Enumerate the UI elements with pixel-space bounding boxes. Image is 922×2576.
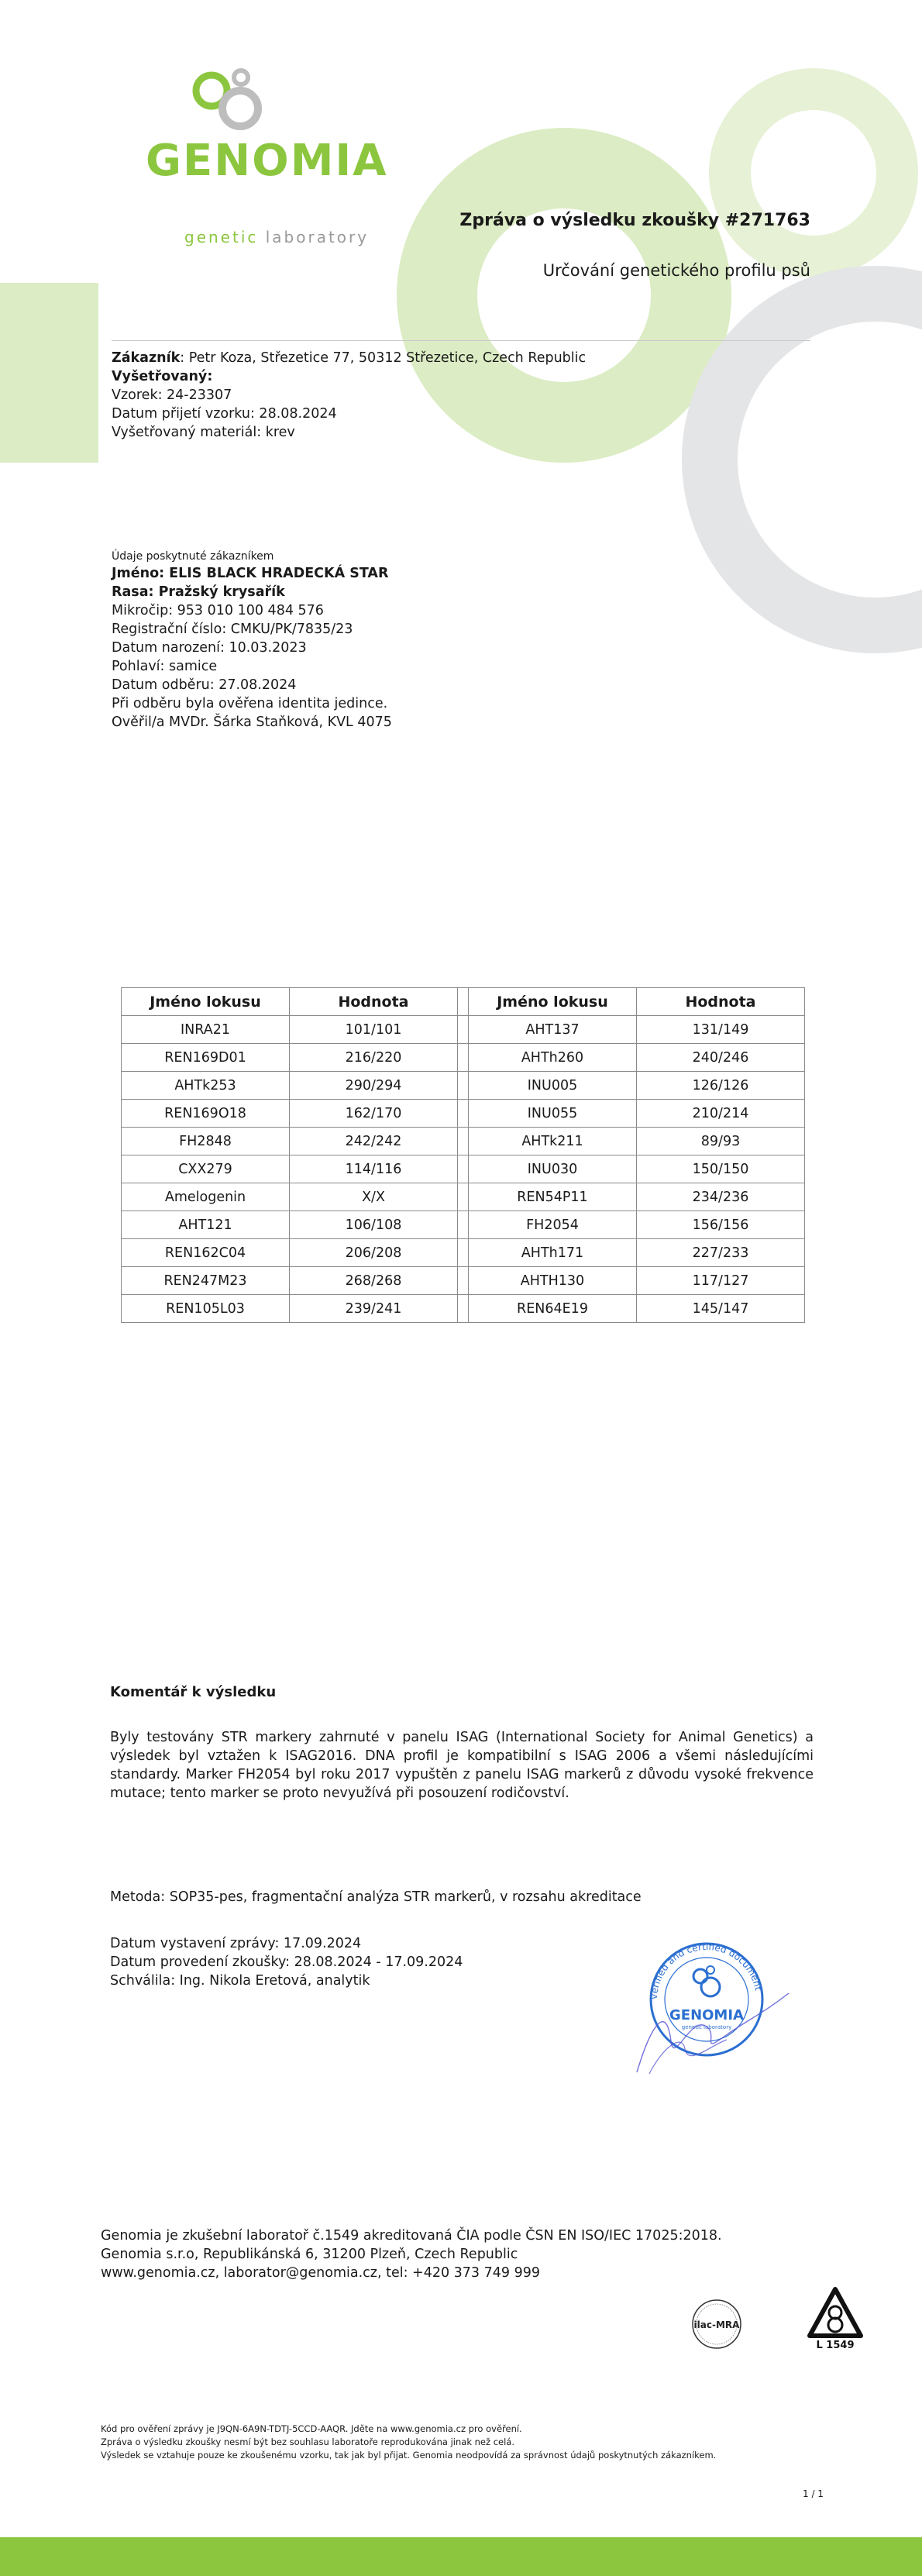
header-divider xyxy=(112,340,810,341)
footer-line: Genomia s.r.o, Republikánská 6, 31200 Plzeň, Czech Republic xyxy=(101,2247,518,2262)
column-spacer xyxy=(458,1128,469,1155)
table-row xyxy=(122,1100,805,1128)
column-header: Hodnota xyxy=(290,988,458,1016)
column-spacer xyxy=(458,1295,469,1323)
table-row xyxy=(122,1128,805,1155)
registration-number: Registrační číslo: CMKU/PK/7835/23 xyxy=(112,622,353,637)
locus-name-cell: INU055 xyxy=(469,1100,637,1128)
locus-name-cell: REN169O18 xyxy=(122,1100,290,1128)
column-spacer xyxy=(458,1100,469,1128)
svg-text:genetic laboratory: genetic laboratory xyxy=(681,2024,732,2030)
locus-value-cell: 106/108 xyxy=(290,1211,458,1239)
column-spacer xyxy=(458,1183,469,1211)
locus-value-cell: 145/147 xyxy=(637,1295,805,1323)
locus-value-cell: 162/170 xyxy=(290,1100,458,1128)
microchip: Mikročip: 953 010 100 484 576 xyxy=(112,603,324,618)
column-spacer xyxy=(458,1267,469,1295)
examined-material: Vyšetřovaný materiál: krev xyxy=(112,425,295,440)
locus-value-cell: 150/150 xyxy=(637,1155,805,1183)
locus-value-cell: 240/246 xyxy=(637,1044,805,1072)
locus-value-cell: 290/294 xyxy=(290,1072,458,1100)
locus-value-cell: X/X xyxy=(290,1183,458,1211)
reproduction-note: Zpráva o výsledku zkoušky nesmí být bez souhlasu laboratoře reprodukována jinak než celá. xyxy=(101,2437,514,2447)
collection-date: Datum odběru: 27.08.2024 xyxy=(112,677,297,693)
comment-text: Byly testovány STR markery zahrnuté v panelu ISAG (International Society for Animal Genetics) a výsledek byl vztažen k ISAG2016. DNA profil je kompatibilní s ISAG 2006 a všemi následujícími standardy. Marker FH2054 byl roku 2017 vypuštěn z panelu ISAG markerů z důvodu vysoké frekvence mutace; tento marker se proto nevyužívá při posouzení rodičovství. xyxy=(110,1730,814,1801)
locus-value-cell: 227/233 xyxy=(637,1239,805,1267)
fine-print xyxy=(101,2423,922,2462)
locus-name-cell: REN105L03 xyxy=(122,1295,290,1323)
table-row xyxy=(122,1072,805,1100)
table-row xyxy=(122,1044,805,1072)
table-row xyxy=(122,1239,805,1267)
locus-name-cell: AHT121 xyxy=(122,1211,290,1239)
locus-name-cell: INU005 xyxy=(469,1072,637,1100)
footer-line: Genomia je zkušební laboratoř č.1549 akreditovaná ČIA podle ČSN EN ISO/IEC 17025:2018. xyxy=(101,2228,722,2244)
locus-name-cell: AHT137 xyxy=(469,1016,637,1044)
locus-name-cell: INU030 xyxy=(469,1155,637,1183)
locus-value-cell: 114/116 xyxy=(290,1155,458,1183)
bottom-accent-bar xyxy=(0,2537,922,2576)
locus-name-cell: FH2848 xyxy=(122,1128,290,1155)
locus-value-cell: 216/220 xyxy=(290,1044,458,1072)
locus-value-cell: 206/208 xyxy=(290,1239,458,1267)
locus-name-cell: REN169D01 xyxy=(122,1044,290,1072)
column-spacer xyxy=(458,1155,469,1183)
animal-block xyxy=(112,549,922,732)
identity-verified-note: Při odběru byla ověřena identita jedince. xyxy=(112,696,388,711)
liability-note: Výsledek se vztahuje pouze ke zkoušenému vzorku, tak jak byl přijat. Genomia neodpovídá za správnost údajů poskytnutých zákazníkem. xyxy=(101,2450,717,2461)
locus-value-cell: 117/127 xyxy=(637,1267,805,1295)
provided-note: Údaje poskytnuté zákazníkem xyxy=(112,550,274,563)
column-spacer xyxy=(458,1239,469,1267)
cia-accreditation-logo xyxy=(803,2286,867,2350)
sex: Pohlaví: samice xyxy=(112,659,218,674)
locus-name-cell: INRA21 xyxy=(122,1016,290,1044)
dates-block xyxy=(110,1934,922,1990)
verified-by: Ověřil/a MVDr. Šárka Staňková, KVL 4075 xyxy=(112,715,392,730)
svg-text:verified and certified documen: verified and certified document xyxy=(648,1941,764,2000)
loci-table xyxy=(121,987,805,1323)
column-spacer xyxy=(458,1072,469,1100)
sample-received-date: Datum přijetí vzorku: 28.08.2024 xyxy=(112,406,337,422)
locus-value-cell: 239/241 xyxy=(290,1295,458,1323)
ilac-mra-logo xyxy=(690,2297,744,2351)
verification-code-line: Kód pro ověření zprávy je J9QN-6A9N-TDTJ-5CCD-AAQR. Jděte na www.genomia.cz pro ověření. xyxy=(101,2423,522,2434)
report-title: Zpráva o výsledku zkoušky #271763 xyxy=(459,211,810,230)
svg-text:GENOMIA: GENOMIA xyxy=(669,2007,744,2023)
locus-name-cell: REN247M23 xyxy=(122,1267,290,1295)
logo-wordmark: GENOMIA xyxy=(146,136,388,186)
issue-date: Datum vystavení zprávy: 17.09.2024 xyxy=(110,1936,362,1951)
birth-date: Datum narození: 10.03.2023 xyxy=(112,640,307,656)
locus-name-cell: AHTh171 xyxy=(469,1239,637,1267)
table-row xyxy=(122,1016,805,1044)
customer-block xyxy=(112,349,922,442)
column-spacer xyxy=(458,988,469,1016)
locus-name-cell: FH2054 xyxy=(469,1211,637,1239)
locus-value-cell: 126/126 xyxy=(637,1072,805,1100)
table-body xyxy=(122,1016,805,1323)
locus-name-cell: REN64E19 xyxy=(469,1295,637,1323)
table-row xyxy=(122,1211,805,1239)
locus-value-cell: 210/214 xyxy=(637,1100,805,1128)
table-row xyxy=(122,1267,805,1295)
locus-value-cell: 268/268 xyxy=(290,1267,458,1295)
locus-value-cell: 131/149 xyxy=(637,1016,805,1044)
locus-value-cell: 156/156 xyxy=(637,1211,805,1239)
footer-accreditation xyxy=(101,2226,922,2282)
footer-line: www.genomia.cz, laborator@genomia.cz, tel: +420 373 749 999 xyxy=(101,2265,540,2281)
column-header: Jméno lokusu xyxy=(122,988,290,1016)
method-line: Metoda: SOP35-pes, fragmentační analýza STR markerů, v rozsahu akreditace xyxy=(110,1889,642,1905)
table-row xyxy=(122,1155,805,1183)
locus-value-cell: 89/93 xyxy=(637,1128,805,1155)
locus-name-cell: REN54P11 xyxy=(469,1183,637,1211)
table-row xyxy=(122,1183,805,1211)
locus-value-cell: 101/101 xyxy=(290,1016,458,1044)
approved-by: Schválila: Ing. Nikola Eretová, analytik xyxy=(110,1973,370,1989)
animal-name: Jméno: ELIS BLACK HRADECKÁ STAR xyxy=(112,566,389,581)
locus-name-cell: AHTk211 xyxy=(469,1128,637,1155)
locus-name-cell: CXX279 xyxy=(122,1155,290,1183)
logo-tagline: genetic laboratory xyxy=(184,228,370,246)
locus-name-cell: REN162C04 xyxy=(122,1239,290,1267)
locus-name-cell: AHTH130 xyxy=(469,1267,637,1295)
sample-number: Vzorek: 24-23307 xyxy=(112,387,232,403)
column-spacer xyxy=(458,1044,469,1072)
locus-value-cell: 242/242 xyxy=(290,1128,458,1155)
column-spacer xyxy=(458,1016,469,1044)
locus-name-cell: Amelogenin xyxy=(122,1183,290,1211)
locus-value-cell: 234/236 xyxy=(637,1183,805,1211)
left-green-bar xyxy=(0,283,98,463)
report-subtitle: Určování genetického profilu psů xyxy=(542,261,810,280)
test-period: Datum provedení zkoušky: 28.08.2024 - 17.09.2024 xyxy=(110,1954,463,1970)
genomia-logo xyxy=(65,65,390,139)
animal-breed: Rasa: Pražský krysařík xyxy=(112,584,285,600)
column-header: Hodnota xyxy=(637,988,805,1016)
table-header-row xyxy=(122,988,805,1016)
column-header: Jméno lokusu xyxy=(469,988,637,1016)
locus-name-cell: AHTh260 xyxy=(469,1044,637,1072)
certification-stamp xyxy=(635,1933,790,2080)
examined-label: Vyšetřovaný: xyxy=(112,369,213,384)
comment-heading: Komentář k výsledku xyxy=(110,1684,277,1700)
customer-line: Zákazník: Petr Koza, Střezetice 77, 50312 Střezetice, Czech Republic xyxy=(112,350,587,366)
column-spacer xyxy=(458,1211,469,1239)
locus-name-cell: AHTk253 xyxy=(122,1072,290,1100)
svg-text:ilac-MRA: ilac-MRA xyxy=(693,2319,740,2330)
table-row xyxy=(122,1295,805,1323)
page-number: 1 / 1 xyxy=(803,2488,824,2499)
svg-text:L 1549: L 1549 xyxy=(816,2340,855,2350)
